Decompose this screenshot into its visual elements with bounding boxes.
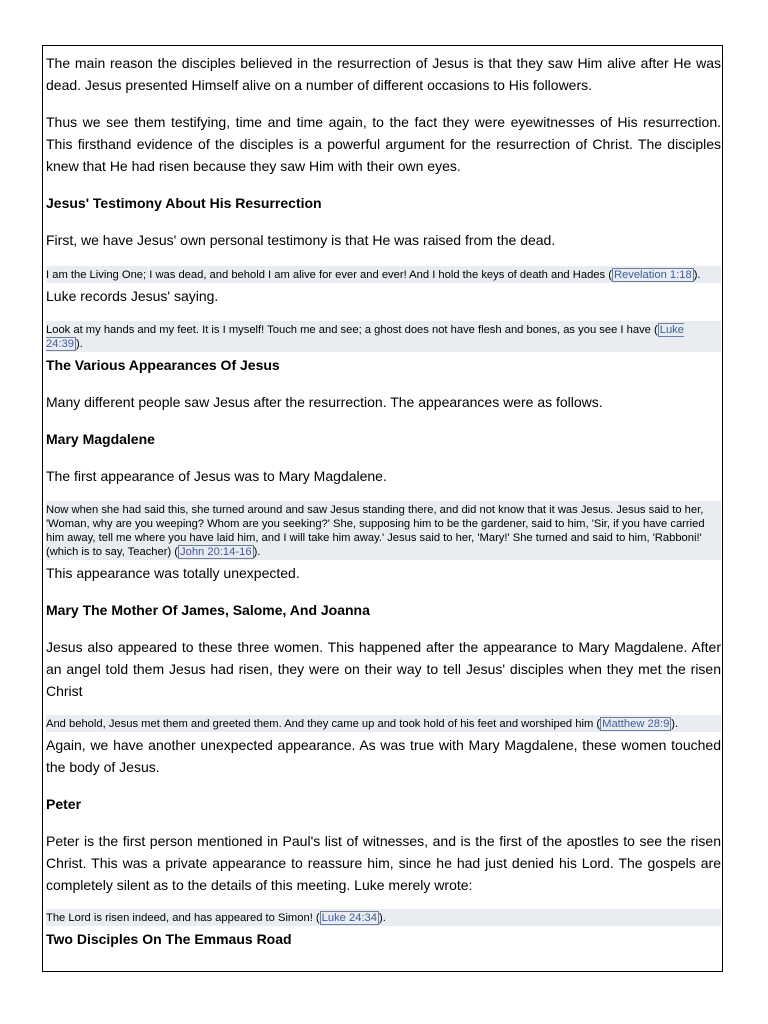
scripture-quote (46, 909, 721, 926)
paragraph-luke-records: Luke records Jesus' saying. (46, 288, 219, 304)
quote-text: Look at my hands and my feet. It is I myself! Touch me and see; a ghost does not have flesh and bones, as you see I have ( (46, 324, 658, 336)
quote-end: ). (693, 269, 701, 281)
heading-various-appearances: The Various Appearances Of Jesus (46, 357, 280, 373)
scripture-link[interactable]: Matthew 28:9 (602, 718, 670, 730)
scripture-quote (46, 321, 721, 352)
paragraph-eyewitnesses: Thus we see them testifying, time and time again, to the fact they were eyewitnesses of His resurrection. This firsthand evidence of the disciples is a powerful argument for the resurrection of Christ. The disciples knew that He had risen because they saw Him with their own eyes. (46, 114, 721, 174)
heading-peter: Peter (46, 796, 82, 812)
paragraph-unexpected: This appearance was totally unexpected. (46, 565, 300, 581)
heading-three-women: Mary The Mother Of James, Salome, And Joanna (46, 602, 370, 618)
scripture-link[interactable]: Luke 24:39 (46, 324, 684, 350)
document-content (43, 46, 722, 950)
scripture-quote (46, 501, 721, 560)
scripture-link[interactable]: Luke 24:34 (321, 912, 378, 924)
quote-end: ). (76, 338, 83, 350)
paragraph-many-people: Many different people saw Jesus after the resurrection. The appearances were as follows. (46, 394, 603, 410)
quote-end: ). (379, 912, 386, 924)
paragraph-first-appearance: The first appearance of Jesus was to Mary Magdalene. (46, 468, 387, 484)
scripture-quote (46, 266, 721, 283)
heading-emmaus-road: Two Disciples On The Emmaus Road (46, 931, 292, 947)
paragraph-peter: Peter is the first person mentioned in Paul's list of witnesses, and is the first of the apostles to see the risen Christ. This was a private appearance to reassure him, since he had just denied his Lord. The gospels are completely silent as to the details of this meeting. Luke merely wrote: (46, 833, 721, 893)
quote-text: Now when she had said this, she turned around and saw Jesus standing there, and did not know that it was Jesus. Jesus said to her, 'Woman, why are you weeping? Whom are you seeking?' She, supposing him to be the gardener, said to him, 'Sir, if you have carried him away, tell me where you have laid him, and I will take him away.' Jesus said to her, 'Mary!' She turned and said to him, 'Rabboni!' (which is to say, Teacher) ( (46, 504, 705, 558)
scripture-quote (46, 715, 721, 732)
quote-end: ). (253, 546, 261, 558)
paragraph-three-women: Jesus also appeared to these three women. This happened after the appearance to Mary Magdalene. After an angel told them Jesus had risen, they were on their way to tell Jesus' disciples when they met the risen Christ (46, 639, 721, 699)
document-page (42, 45, 723, 972)
paragraph-disciples-saw: The main reason the disciples believed in the resurrection of Jesus is that they saw Him alive after He was dead. Jesus presented Himself alive on a number of different occasions to His followers. (46, 55, 721, 93)
heading-jesus-testimony: Jesus' Testimony About His Resurrection (46, 195, 322, 211)
quote-text: And behold, Jesus met them and greeted them. And they came up and took hold of his feet and worshiped him ( (46, 718, 601, 730)
paragraph-own-testimony: First, we have Jesus' own personal testimony is that He was raised from the dead. (46, 232, 556, 248)
paragraph-another-unexpected: Again, we have another unexpected appearance. As was true with Mary Magdalene, these women touched the body of Jesus. (46, 737, 721, 775)
heading-mary-magdalene: Mary Magdalene (46, 431, 155, 447)
quote-end: ). (671, 718, 679, 730)
scripture-link[interactable]: Revelation 1:18 (613, 269, 692, 281)
quote-text: I am the Living One; I was dead, and behold I am alive for ever and ever! And I hold the keys of death and Hades ( (46, 269, 612, 281)
quote-text: The Lord is risen indeed, and has appeared to Simon! ( (46, 912, 320, 924)
scripture-link[interactable]: John 20:14-16 (180, 546, 252, 558)
